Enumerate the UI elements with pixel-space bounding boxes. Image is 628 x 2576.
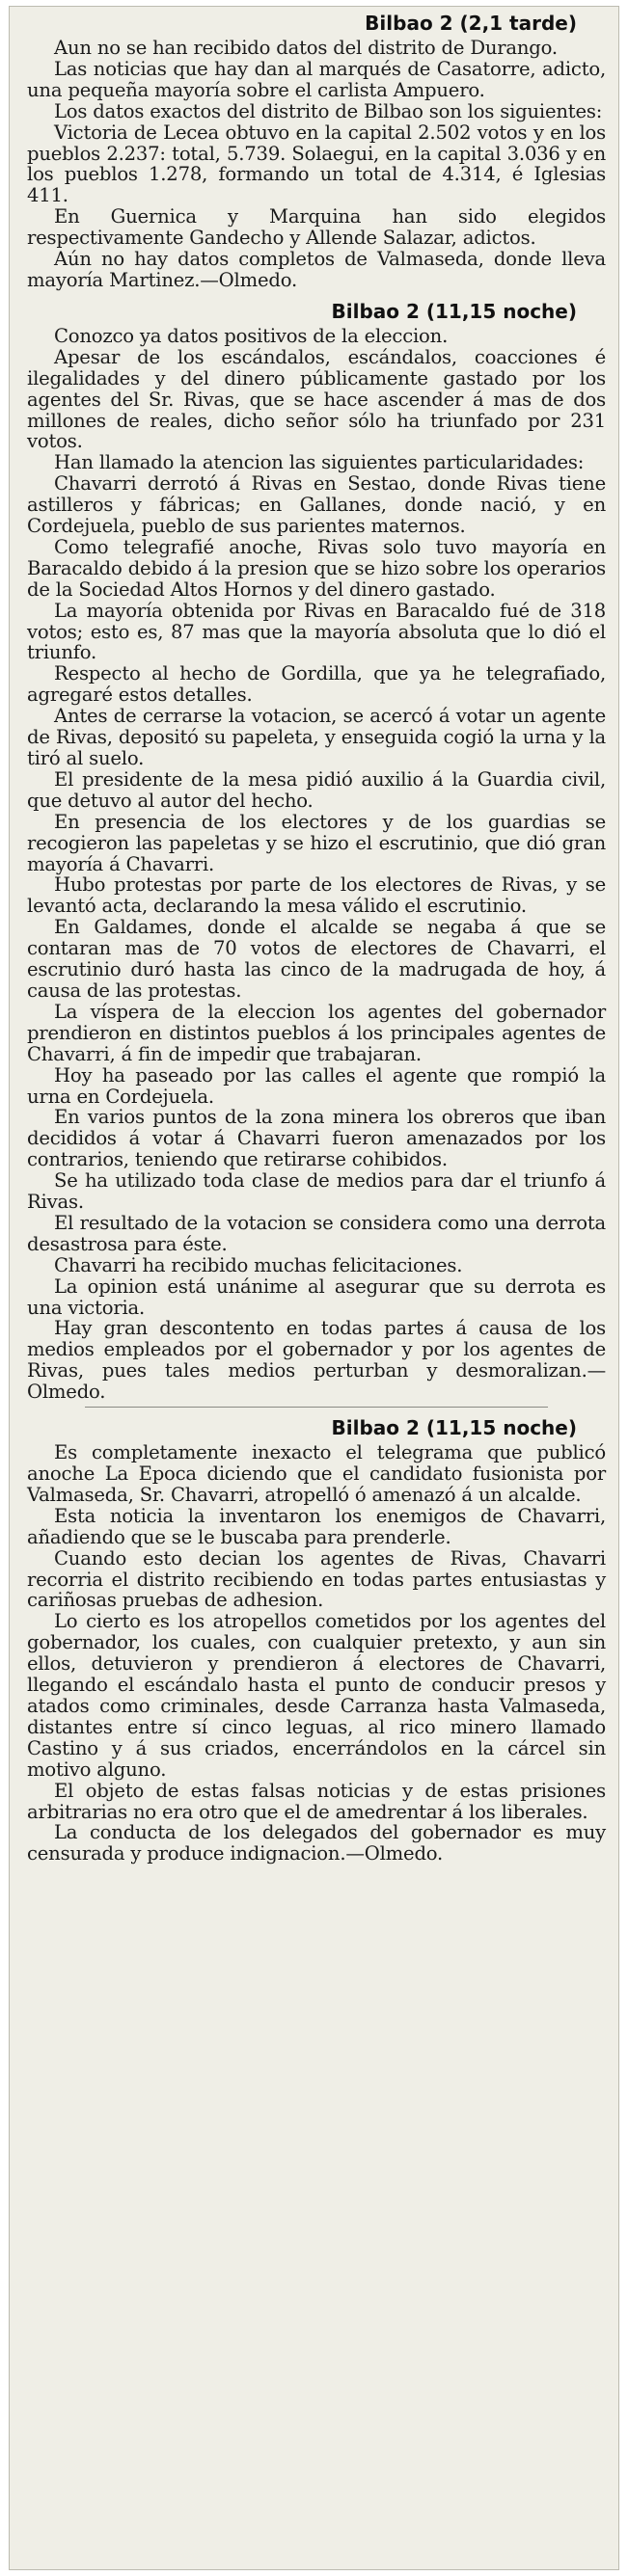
paragraph: En varios puntos de la zona minera los obreros que iban decididos á votar á Chavarri fueron amenazados por los contrarios, teniendo que retirarse cohibidos.: [27, 1106, 606, 1171]
paragraph: Los datos exactos del distrito de Bilbao son los siguientes:: [54, 99, 603, 122]
newspaper-clipping: [9, 6, 619, 2570]
paragraph: Aun no se han recibido datos del distrito de Durango.: [54, 37, 558, 59]
paragraph: El resultado de la votacion se considera como una derrota desastrosa para éste.: [27, 1211, 606, 1255]
paragraph: El presidente de la mesa pidió auxilio á la Guardia civil, que detuvo al autor del hecho.: [27, 767, 606, 812]
dispatch-heading-2: Bilbao 2 (11,15 noche): [331, 299, 577, 323]
paragraph: Chavarri derrotó á Rivas en Sestao, donde Rivas tiene astilleros y fábricas; en Gallanes, donde nació, y en Cordejuela, pueblo de sus parientes maternos.: [27, 472, 606, 538]
paragraph: La mayoría obtenida por Rivas en Baracaldo fué de 318 votos; esto es, 87 mas que la mayoría absoluta que lo dió el triunfo.: [27, 599, 606, 664]
paragraph: En Galdames, donde el alcalde se negaba á que se contaran mas de 70 votos de electores de Chavarri, el escrutinio duró hasta las cinco de la madrugada de hoy, á causa de las protestas.: [27, 916, 606, 1002]
dispatch-heading-3: Bilbao 2 (11,15 noche): [331, 1416, 577, 1440]
paragraph: Como telegrafié anoche, Rivas solo tuvo mayoría en Baracaldo debido á la presion que se hizo sobre los operarios de la Sociedad Altos Hornos y del dinero gastado.: [27, 535, 606, 601]
paragraph: Conozco ya datos positivos de la eleccion.: [54, 324, 449, 347]
paragraph: En Guernica y Marquina han sido elegidos respectivamente Gandecho y Allende Salazar, adictos.: [27, 205, 606, 250]
paragraph: Se ha utilizado toda clase de medios para dar el triunfo á Rivas.: [27, 1169, 606, 1214]
paragraph: La opinion está unánime al asegurar que su derrota es una victoria.: [27, 1275, 606, 1319]
paragraph: Han llamado la atencion las siguientes particularidades:: [54, 451, 585, 474]
paragraph: Hay gran descontento en todas partes á causa de los medios empleados por el gobernador y por los agentes de Rivas, pues tales medios perturban y desmoralizan.—Olmedo.: [27, 1317, 606, 1404]
paragraph: Hoy ha paseado por las calles el agente que rompió la urna en Cordejuela.: [27, 1063, 606, 1108]
text-column: [27, 11, 606, 1865]
paragraph: La víspera de la eleccion los agentes del gobernador prendieron en distintos pueblos á los principales agentes de Chavarri, á fin de impedir que trabajaran.: [27, 1000, 606, 1065]
paragraph: El objeto de estas falsas noticias y de estas prisiones arbitrarias no era otro que el de amedrentar á los liberales.: [27, 1779, 606, 1823]
paragraph: Chavarri ha recibido muchas felicitaciones.: [54, 1253, 463, 1276]
paragraph: Cuando esto decian los agentes de Rivas, Chavarri recorria el distrito recibiendo en todas partes entusiastas y cariñosas pruebas de adhesion.: [27, 1546, 606, 1612]
dispatch-heading-1: Bilbao 2 (2,1 tarde): [365, 12, 577, 35]
paragraph: Antes de cerrarse la votacion, se acercó á votar un agente de Rivas, depositó su papeleta, y enseguida cogió la urna y la tiró al suelo.: [27, 705, 606, 769]
paragraph: Apesar de los escándalos, escándalos, coacciones é ilegalidades y del dinero públicamente gastado por los agentes del Sr. Rivas, que se hace ascender á mas de dos millones de reales, dicho señor sólo ha triunfado por 231 votos.: [27, 345, 606, 453]
paragraph: Esta noticia la inventaron los enemigos de Chavarri, añadiendo que se le buscaba para prenderle.: [27, 1504, 606, 1548]
paragraph: Lo cierto es los atropellos cometidos por los agentes del gobernador, los cuales, con cualquier pretexto, y aun sin ellos, detuvieron y prendieron á electores de Chavarri, llegando el escándalo hasta el punto de conducir presos y atados como criminales, desde Carranza hasta Valmaseda, distantes entre sí cinco leguas, al rico minero llamado Castino y á sus criados, encerrándolos en la cárcel sin motivo alguno.: [27, 1610, 606, 1781]
paragraph: Hubo protestas por parte de los electores de Rivas, y se levantó acta, declarando la mesa válido el escrutinio.: [27, 873, 606, 918]
paragraph: Victoria de Lecea obtuvo en la capital 2.502 votos y en los pueblos 2.237: total, 5.739. Solaegui, en la capital 3.036 y en los pueblos 1.278, formando un total de 4.314, é Iglesias 411.: [27, 121, 606, 207]
paragraph: La conducta de los delegados del gobernador es muy censurada y produce indignacion.—Olmedo.: [27, 1821, 606, 1865]
paragraph: Respecto al hecho de Gordilla, que ya he telegrafiado, agregaré estos detalles.: [27, 662, 606, 707]
paragraph: Las noticias que hay dan al marqués de Casatorre, adicto, una pequeña mayoría sobre el carlista Ampuero.: [27, 57, 606, 101]
paragraph: Es completamente inexacto el telegrama que publicó anoche La Epoca diciendo que el candidato fusionista por Valmaseda, Sr. Chavarri, atropelló ó amenazó á un alcalde.: [27, 1441, 606, 1506]
paragraph: En presencia de los electores y de los guardias se recogieron las papeletas y se hizo el escrutinio, que dió gran mayoría á Chavarri.: [27, 810, 606, 875]
paragraph: Aún no hay datos completos de Valmaseda, donde lleva mayoría Martinez.—Olmedo.: [27, 248, 606, 291]
section-divider: [85, 1407, 548, 1408]
